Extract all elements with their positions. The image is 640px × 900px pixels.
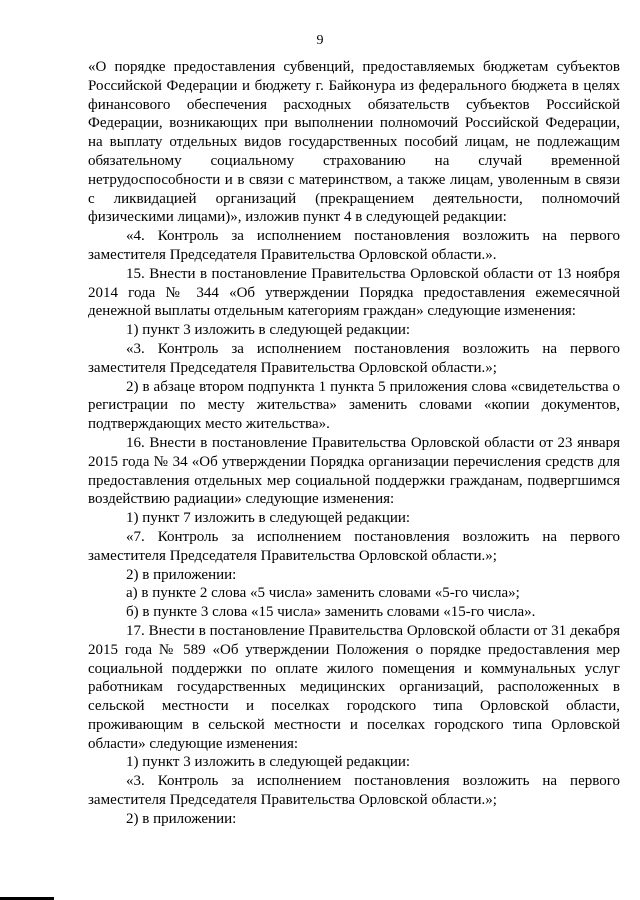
paragraph-continuation: «О порядке предоставления субвенций, предоставляемых бюджетам субъектов Российской Федерации и бюджету г. Байконура из федерального бюджета в целях финансового обеспечения расходных обязательств субъектов Российской Федерации, возникающих при выполнении полномочий Российской Федерации, на выплату отдельных видов государственных пособий лицам, не подлежащим обязательному социальному страхованию на случай временной нетрудоспособности и в связи с материнством, а также лицам, уволенным в связи с ликвидацией организаций (прекращением деятельности, полномочий физическими лицами)», изложив пункт 4 в следующей редакции: <box>88 59 620 226</box>
paragraph-item-15-sub-2: 2) в абзаце втором подпункта 1 пункта 5 приложения слова «свидетельства о регистрации по месту жительства» заменить словами «копии документов, подтверждающих место жительства». <box>88 378 620 433</box>
paragraph-quote-item-3: «3. Контроль за исполнением постановления возложить на первого заместителя Председателя Правительства Орловской области.»; <box>88 340 620 376</box>
paragraph-item-15: 15. Внести в постановление Правительства Орловской области от 13 ноября 2014 года № 344 «Об утверждении Порядка предоставления ежемесячной денежной выплаты отдельным категориям граждан» следующие изменения: <box>88 265 620 320</box>
paragraph-item-16-sub-2a: а) в пункте 2 слова «5 числа» заменить словами «5-го числа»; <box>126 585 520 602</box>
paragraph-quote-item-7: «7. Контроль за исполнением постановления возложить на первого заместителя Председателя Правительства Орловской области.»; <box>88 528 620 564</box>
paragraph-item-17-sub-1: 1) пункт 3 изложить в следующей редакции: <box>126 754 411 771</box>
paragraph-item-16-sub-1: 1) пункт 7 изложить в следующей редакции: <box>126 510 411 527</box>
paragraph-item-16: 16. Внести в постановление Правительства Орловской области от 23 января 2015 года № 34 «Об утверждении Порядка организации перечисления средств для предоставления отдельных мер социальной поддержки гражданам, подвергшимся воздействию радиации» следующие изменения: <box>88 434 620 508</box>
paragraph-item-16-sub-2: 2) в приложении: <box>126 566 237 583</box>
document-body <box>88 58 620 829</box>
page-number: 9 <box>316 33 324 48</box>
paragraph-item-17: 17. Внести в постановление Правительства Орловской области от 31 декабря 2015 года № 589 «Об утверждении Положения о порядке предоставления мер социальной поддержки по оплате жилого помещения и коммунальных услуг работникам государственных медицинских организаций, расположенных в сельской местности и поселках городского типа Орловской области, проживающим в сельской местности и поселках городского типа Орловской области» следующие изменения: <box>88 622 620 752</box>
paragraph-quote-item-3-second: «3. Контроль за исполнением постановления возложить на первого заместителя Председателя Правительства Орловской области.»; <box>88 773 620 809</box>
paragraph-item-15-sub-1: 1) пункт 3 изложить в следующей редакции: <box>126 322 411 339</box>
paragraph-quote-item-4: «4. Контроль за исполнением постановления возложить на первого заместителя Председателя Правительства Орловской области.». <box>88 228 620 263</box>
paragraph-item-16-sub-2b: б) в пункте 3 слова «15 числа» заменить словами «15-го числа». <box>126 604 536 621</box>
paragraph-item-17-sub-2: 2) в приложении: <box>126 810 237 827</box>
